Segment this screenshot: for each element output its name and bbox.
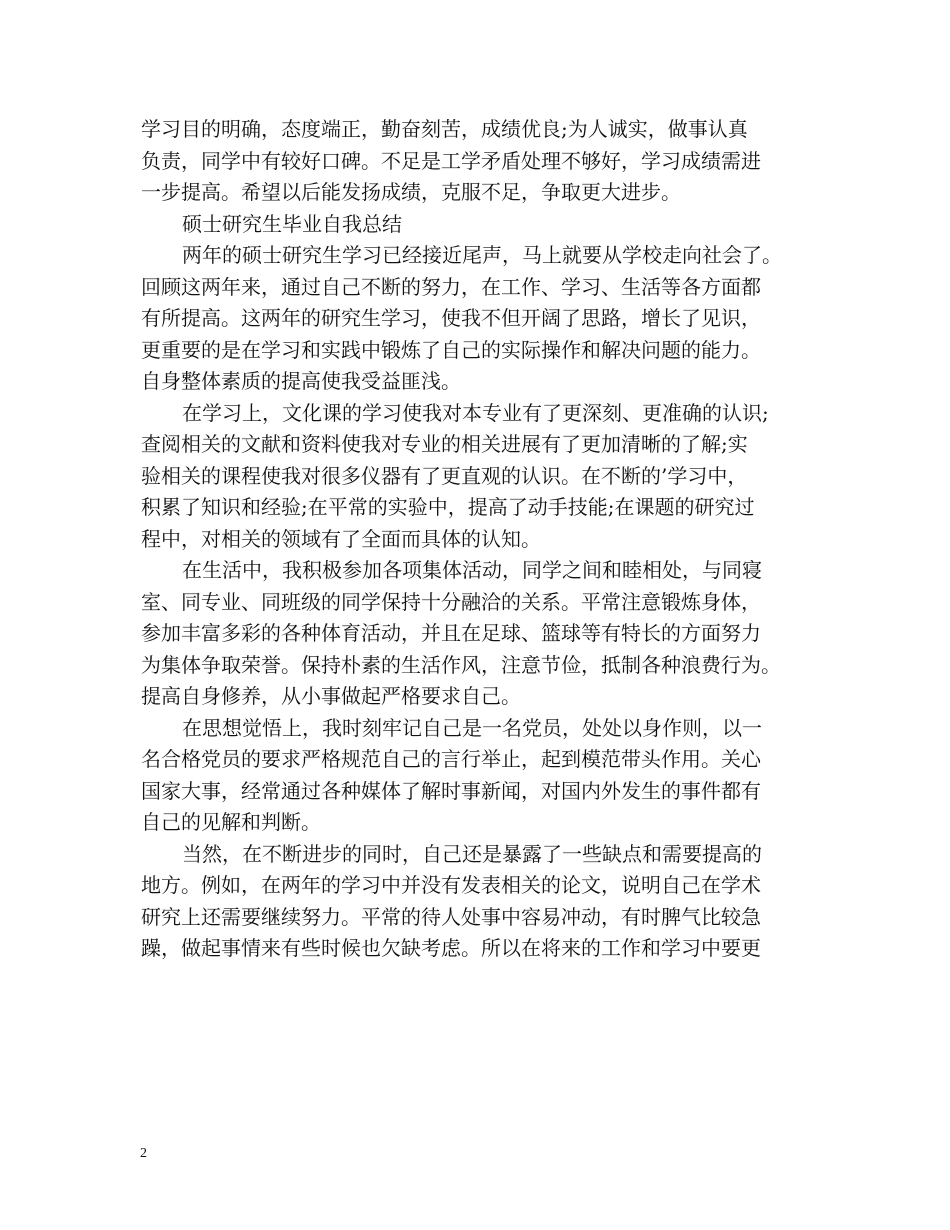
text-line: 程中，对相关的领域有了全面而具体的认知。: [141, 526, 541, 551]
document-body: [141, 114, 829, 965]
section-heading: 硕士研究生毕业自我总结: [182, 211, 402, 236]
text-line: 验相关的课程使我对很多仪器有了更直观的认识。在不断的’学习中，: [141, 463, 748, 488]
text-line: 躁，做起事情来有些时候也欠缺考虑。所以在将来的工作和学习中要更: [141, 936, 761, 960]
text-line: 室、同专业、同班级的同学保持十分融洽的关系。平常注意锻炼身体，: [141, 589, 761, 614]
text-line: 国家大事，经常通过各种媒体了解时事新闻，对国内外发生的事件都有: [141, 778, 761, 803]
text-line: 查阅相关的文献和资料使我对专业的相关进展有了更加清晰的了解;实: [141, 432, 748, 456]
text-line: 名合格党员的要求严格规范自己的言行举止，起到模范带头作用。关心: [141, 747, 761, 771]
text-line: 学习目的明确，态度端正，勤奋刻苦，成绩优良;为人诚实，做事认真: [141, 117, 748, 141]
text-line: 有所提高。这两年的研究生学习，使我不但开阔了思路，增长了见识，: [141, 306, 761, 330]
text-line: 两年的硕士研究生学习已经接近尾声，马上就要从学校走向社会了。: [182, 243, 782, 267]
text-line: 研究上还需要继续努力。平常的待人处事中容易冲动，有时脾气比较急: [141, 904, 761, 929]
text-line: 在思想觉悟上，我时刻牢记自己是一名党员，处处以身作则，以一: [182, 715, 762, 740]
text-line: 提高自身修养，从小事做起严格要求自己。: [141, 684, 521, 708]
text-line: 自身整体素质的提高使我受益匪浅。: [141, 369, 461, 393]
page-number: 2: [140, 1146, 147, 1161]
text-line: 在生活中，我积极参加各项集体活动，同学之间和睦相处，与同寝: [182, 558, 762, 582]
text-line: 负责，同学中有较好口碑。不足是工学矛盾处理不够好，学习成绩需进: [141, 148, 761, 173]
text-line: 在学习上，文化课的学习使我对本专业有了更深刻、更准确的认识;: [182, 400, 769, 425]
text-line: 自己的见解和判断。: [141, 810, 321, 834]
text-line: 一步提高。希望以后能发扬成绩，克服不足，争取更大进步。: [141, 180, 681, 204]
text-line: 积累了知识和经验;在平常的实验中，提高了动手技能;在课题的研究过: [141, 495, 755, 519]
text-line: 地方。例如，在两年的学习中并没有发表相关的论文，说明自己在学术: [141, 873, 761, 897]
text-line: 参加丰富多彩的各种体育活动，并且在足球、篮球等有特长的方面努力: [141, 621, 761, 645]
text-line: 回顾这两年来，通过自己不断的努力，在工作、学习、生活等各方面都: [141, 274, 761, 299]
text-line: 为集体争取荣誉。保持朴素的生活作风，注意节俭，抵制各种浪费行为。: [141, 652, 781, 677]
text-line: 当然，在不断进步的同时，自己还是暴露了一些缺点和需要提高的: [182, 841, 762, 866]
text-line: 更重要的是在学习和实践中锻炼了自己的实际操作和解决问题的能力。: [141, 337, 761, 362]
